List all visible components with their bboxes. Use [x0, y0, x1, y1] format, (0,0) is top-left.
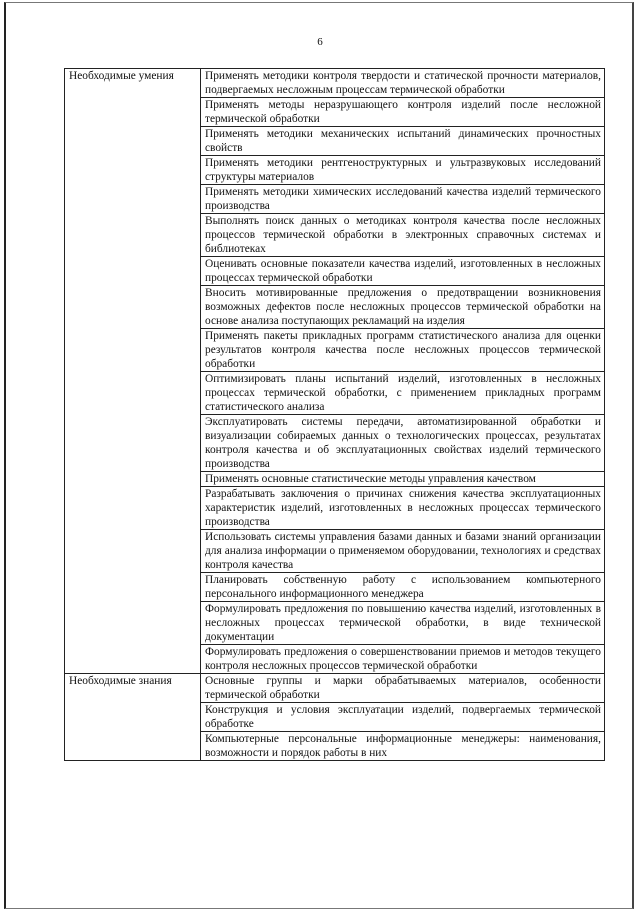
requirement-item: Оптимизировать планы испытаний изделий, изготовленных в несложных процессах термической обработки, с применением прикладных программ статистического анализа	[201, 372, 605, 415]
page-number: 6	[317, 36, 323, 48]
section-label: Необходимые знания	[65, 674, 201, 761]
requirement-item: Конструкция и условия эксплуатации изделий, подвергаемых термической обработке	[201, 703, 605, 732]
requirements-table-body	[65, 69, 605, 761]
table-row	[65, 674, 605, 703]
requirement-item: Применять методики механических испытаний динамических прочностных свойств	[201, 127, 605, 156]
requirement-item: Применять методы неразрушающего контроля изделий после несложной термической обработки	[201, 98, 605, 127]
requirement-item: Применять пакеты прикладных программ статистического анализа для оценки результатов контроля качества после несложных процессов термической обработки	[201, 329, 605, 372]
requirement-item: Применять методики контроля твердости и статической прочности материалов, подвергаемых несложным процессам термической обработки	[201, 69, 605, 98]
requirement-item: Планировать собственную работу с использованием компьютерного персонального информационного менеджера	[201, 573, 605, 602]
requirement-item: Выполнять поиск данных о методиках контроля качества после несложных процессов термической обработки в электронных справочных системах и библиотеках	[201, 214, 605, 257]
requirement-item: Вносить мотивированные предложения о предотвращении возникновения возможных дефектов после несложных процессов термической обработки на основе анализа поступающих рекламаций на изделия	[201, 286, 605, 329]
requirement-item: Применять основные статистические методы управления качеством	[201, 472, 605, 487]
requirement-item: Формулировать предложения по повышению качества изделий, изготовленных в несложных процессах термической обработки, в виде технической документации	[201, 602, 605, 645]
requirement-item: Оценивать основные показатели качества изделий, изготовленных в несложных процессах термической обработки	[201, 257, 605, 286]
requirement-item: Применять методики химических исследований качества изделий термического производства	[201, 185, 605, 214]
section-label: Необходимые умения	[65, 69, 201, 674]
table-row	[65, 69, 605, 98]
requirement-item: Применять методики рентгеноструктурных и ультразвуковых исследований структуры материалов	[201, 156, 605, 185]
requirement-item: Основные группы и марки обрабатываемых материалов, особенности термической обработки	[201, 674, 605, 703]
requirement-item: Формулировать предложения о совершенствовании приемов и методов текущего контроля несложных процессов термической обработки	[201, 645, 605, 674]
requirements-table	[64, 68, 605, 761]
requirement-item: Использовать системы управления базами данных и базами знаний организации для анализа информации о применяемом оборудовании, технологиях и средствах контроля качества	[201, 530, 605, 573]
requirement-item: Разрабатывать заключения о причинах снижения качества эксплуатационных характеристик изделий, изготовленных в несложных процессах термического производства	[201, 487, 605, 530]
requirement-item: Эксплуатировать системы передачи, автоматизированной обработки и визуализации собираемых данных о технологических процессах, результатах контроля качества и об эксплуатационных свойствах изделий термического производства	[201, 415, 605, 472]
requirement-item: Компьютерные персональные информационные менеджеры: наименования, возможности и порядок работы в них	[201, 732, 605, 761]
